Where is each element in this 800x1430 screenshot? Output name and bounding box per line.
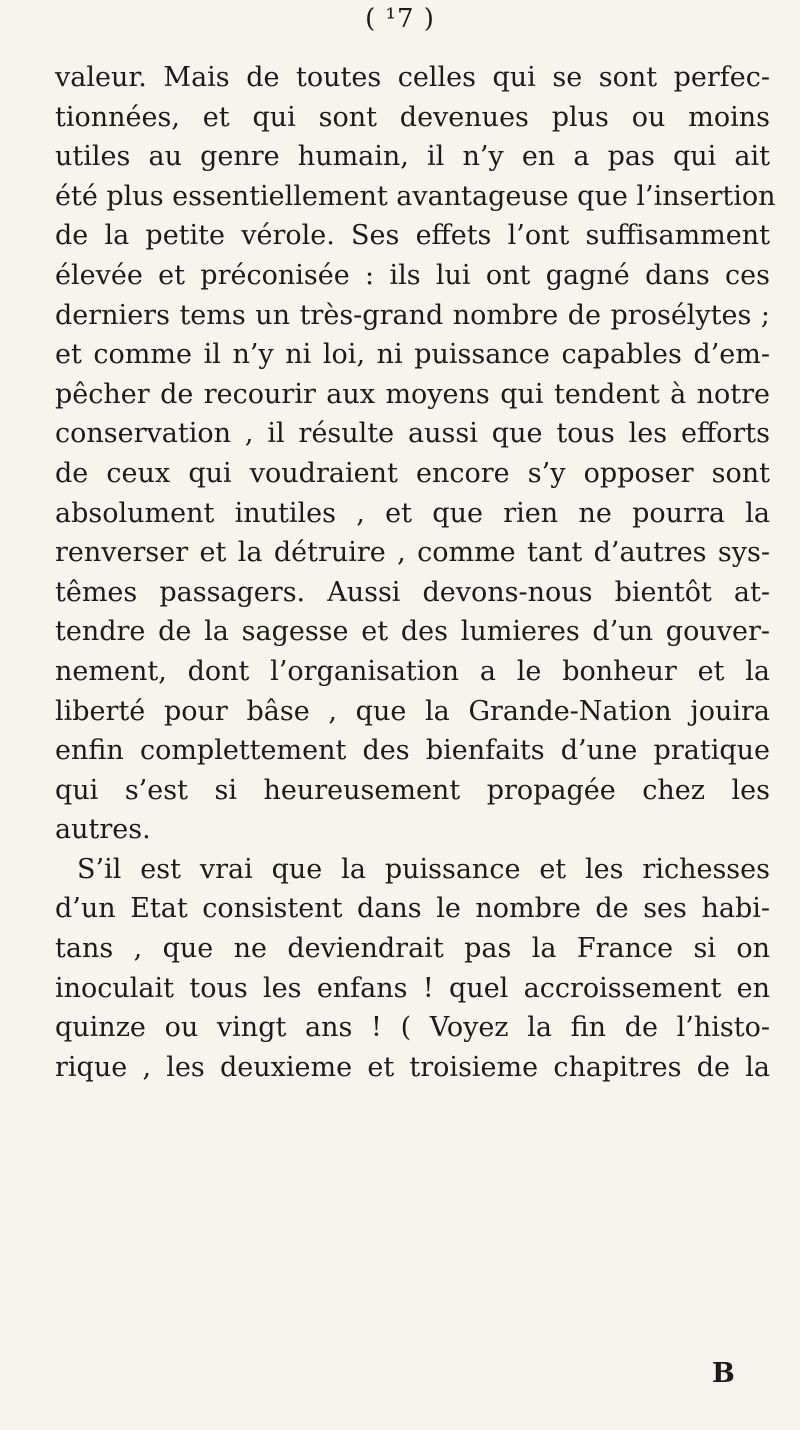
text-line: de ceux qui voudraient encore s’y opposer sont (55, 457, 770, 489)
text-line: renverser et la détruire , comme tant d’autres sys- (55, 537, 770, 569)
text-line: quinze ou vingt ans ! ( Voyez la fin de l’histo- (55, 1012, 770, 1044)
text-line: conservation , il résulte aussi que tous les efforts (55, 418, 770, 450)
text-line: d’un Etat consistent dans le nombre de ses habi- (55, 893, 770, 925)
text-line: têmes passagers. Aussi devons-nous bientôt at- (55, 576, 770, 608)
text-line: S’il est vrai que la puissance et les richesses (77, 853, 770, 885)
text-line: rique , les deuxieme et troisieme chapitres de la (55, 1051, 770, 1083)
body-text (55, 58, 776, 1087)
text-line: valeur. Mais de toutes celles qui se sont perfec- (55, 62, 770, 93)
text-line: pêcher de recourir aux moyens qui tendent à notre (55, 378, 770, 410)
text-line: de la petite vérole. Ses effets l’ont suffisamment (55, 220, 770, 252)
text-line: autres. (55, 814, 151, 846)
text-line: enfin complettement des bienfaits d’une pratique (55, 735, 770, 767)
text-line: élevée et préconisée : ils lui ont gagné dans ces (55, 259, 770, 291)
text-line: absolument inutiles , et que rien ne pourra la (55, 497, 770, 529)
page-number: ( ¹7 ) (365, 4, 435, 34)
text-line: été plus essentiellement avantageuse que l’insertion (55, 180, 776, 212)
signature-mark: B (712, 1358, 735, 1389)
text-line: liberté pour bâse , que la Grande-Nation jouira (55, 695, 770, 727)
text-line: tionnées, et qui sont devenues plus ou moins (55, 101, 770, 133)
text-line: tans , que ne deviendrait pas la France si on (55, 933, 770, 965)
text-line: inoculait tous les enfans ! quel accroissement en (55, 972, 770, 1004)
text-line: utiles au genre humain, il n’y en a pas qui ait (55, 141, 770, 173)
text-line: et comme il n’y ni loi, ni puissance capables d’em- (55, 339, 770, 371)
text-line: qui s’est si heureusement propagée chez les (55, 774, 770, 806)
text-line: tendre de la sagesse et des lumieres d’un gouver- (55, 616, 770, 648)
text-line: nement, dont l’organisation a le bonheur et la (55, 655, 770, 687)
text-line: derniers tems un très-grand nombre de prosélytes ; (55, 299, 770, 331)
